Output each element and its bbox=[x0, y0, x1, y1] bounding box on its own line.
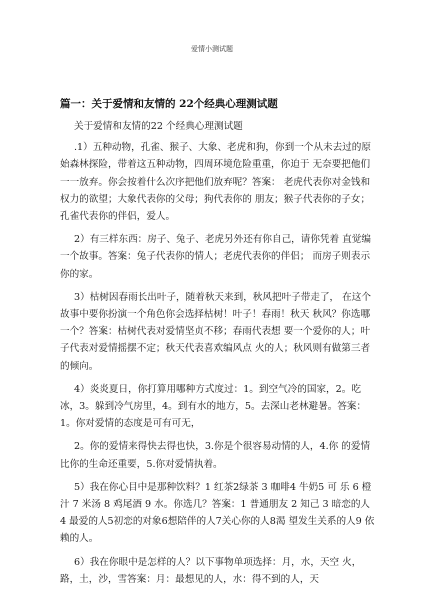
document-body bbox=[60, 118, 378, 594]
subtitle: 关于爱情和友情的22 个经典心理测试题 bbox=[74, 121, 243, 132]
paragraph: 2）有三样东西：房子、兔子、老虎另外还有你自己，请你凭着 直觉编一个故事。答案：兔子代表你的情人；老虎代表你的伴侣； 而房子则表示你的家。 bbox=[60, 234, 371, 280]
page-header: 爱情小测试题 bbox=[191, 45, 233, 53]
paragraph: 4）炎炎夏日，你打算用哪种方式度过：1。到空气冷的国家，2。吃冰，3。躲到冷气房里，4。到有水的地方，5。去深山老林避暑。答案：1。你对爱情的态度是可有可无， bbox=[60, 383, 367, 430]
paragraph: 3）枯树因春雨长出叶子，随着秋天来到，秋风把叶子带走了， 在这个故事中要你扮演一个角色你会选择枯树！叶子！春雨！秋天 秋风？你选哪一个？答案：枯树代表对爱情坚贞不移；春雨代表想 要一个爱你的人；叶子代表对爱情摇摆不定；秋天代表喜欢编风点 火的人；秋风则有做第三者的倾向。 bbox=[60, 291, 371, 372]
paragraph: 5）我在你心目中是那种饮料？1 红茶2绿茶 3 咖啡4 牛奶5 可 乐 6 橙汁 7 米汤 8 鸡尾酒 9 水。你选几？答案：1 普通朋友 2 知己 3 暗恋的人 4 最爱的人5初恋的对象6想陪伴的人7关心你的人8渴 望发生关系的人9 依赖的人。 bbox=[60, 481, 375, 545]
paragraph: 6）我在你眼中是怎样的人？以下事物单项选择：月，水，天空 火，路，土，沙，雪答案：月：最想见的人，水：得不到的人，天 bbox=[60, 556, 362, 585]
paragraph: 2。你的爱情来得快去得也快，3.你是个很容易动情的人，4.你 的爱情比你的生命还重要，5.你对爱情执着。 bbox=[60, 441, 371, 470]
paragraph: .1）五种动物，孔雀、猴子、大象、老虎和狗，你到一个从未去过的原始森林探险，带着这五种动物，四周环境危险重重，你迫于 无奈要把他们一一放弃。你会按着什么次序把他们放弃呢？答案： 老虎代表你对金钱和权力的欲望；大象代表你的父母；狗代表你的 朋友；猴子代表你的子女；孔雀代表你的伴侣，爱人。 bbox=[60, 142, 371, 223]
document-title: 篇一：关于爱情和友情的 22个经典心理测试题 bbox=[60, 98, 278, 110]
